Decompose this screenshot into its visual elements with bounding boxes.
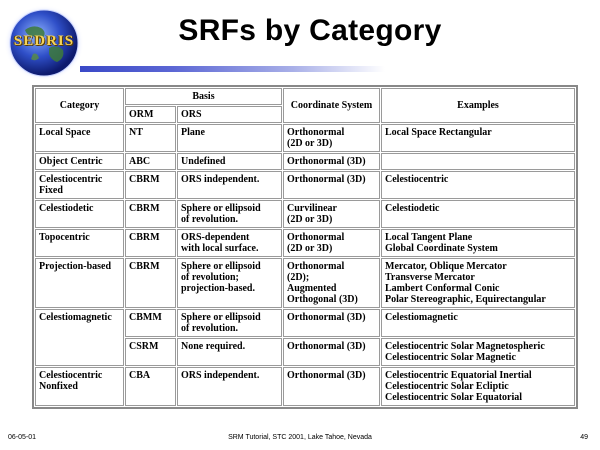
header-basis: Basis — [125, 88, 282, 105]
cell-coordinate-system: Orthonormal (2D); Augmented Orthogonal (3D) — [283, 258, 380, 308]
cell-ors: Sphere or ellipsoid of revolution. — [177, 309, 282, 337]
cell-examples: Local Tangent Plane Global Coordinate System — [381, 229, 575, 257]
cell-orm: CBMM — [125, 309, 176, 337]
cell-category: Projection-based — [35, 258, 124, 308]
header-ors: ORS — [177, 106, 282, 123]
footer-page-number: 49 — [580, 434, 588, 441]
table-row — [35, 367, 575, 406]
cell-examples: Celestiocentric — [381, 171, 575, 199]
header-orm: ORM — [125, 106, 176, 123]
header-category: Category — [35, 88, 124, 123]
table-row — [35, 153, 575, 170]
cell-coordinate-system: Orthonormal (3D) — [283, 171, 380, 199]
table-row — [35, 171, 575, 199]
cell-category: Local Space — [35, 124, 124, 152]
cell-category: Object Centric — [35, 153, 124, 170]
cell-ors: Plane — [177, 124, 282, 152]
cell-coordinate-system: Orthonormal (3D) — [283, 367, 380, 406]
cell-orm: CBRM — [125, 200, 176, 228]
cell-ors: ORS independent. — [177, 171, 282, 199]
table-row — [35, 309, 575, 337]
cell-category: Topocentric — [35, 229, 124, 257]
cell-orm: CSRM — [125, 338, 176, 366]
slide-title: SRFs by Category — [178, 14, 442, 47]
cell-coordinate-system: Orthonormal (2D or 3D) — [283, 124, 380, 152]
cell-orm: CBRM — [125, 171, 176, 199]
cell-ors: Sphere or ellipsoid of revolution. — [177, 200, 282, 228]
cell-orm: ABC — [125, 153, 176, 170]
table-row — [35, 229, 575, 257]
cell-category: Celestiocentric Fixed — [35, 171, 124, 199]
cell-coordinate-system: Orthonormal (3D) — [283, 338, 380, 366]
cell-coordinate-system: Orthonormal (2D or 3D) — [283, 229, 380, 257]
cell-examples: Celestiomagnetic — [381, 309, 575, 337]
logo-text: SEDRIS — [13, 33, 75, 49]
cell-ors: ORS independent. — [177, 367, 282, 406]
footer-event: SRM Tutorial, STC 2001, Lake Tahoe, Nevada — [228, 434, 372, 441]
cell-examples: Celestiocentric Solar Magnetospheric Celestiocentric Solar Magnetic — [381, 338, 575, 366]
cell-coordinate-system: Curvilinear (2D or 3D) — [283, 200, 380, 228]
cell-orm: NT — [125, 124, 176, 152]
sedris-logo — [3, 4, 85, 82]
cell-orm: CBRM — [125, 258, 176, 308]
cell-ors: Sphere or ellipsoid of revolution; projection-based. — [177, 258, 282, 308]
cell-ors: Undefined — [177, 153, 282, 170]
header-row-1 — [35, 88, 575, 105]
cell-orm: CBA — [125, 367, 176, 406]
table-row — [35, 258, 575, 308]
cell-ors: ORS-dependent with local surface. — [177, 229, 282, 257]
cell-orm: CBRM — [125, 229, 176, 257]
srf-category-table — [34, 87, 576, 407]
cell-category: Celestiomagnetic — [35, 309, 124, 366]
cell-examples: Celestiodetic — [381, 200, 575, 228]
table-row — [35, 124, 575, 152]
cell-coordinate-system: Orthonormal (3D) — [283, 153, 380, 170]
cell-ors: None required. — [177, 338, 282, 366]
cell-category: Celestiocentric Nonfixed — [35, 367, 124, 406]
table-row — [35, 200, 575, 228]
cell-examples — [381, 153, 575, 170]
header-examples: Examples — [381, 88, 575, 123]
cell-examples: Mercator, Oblique Mercator Transverse Mercator Lambert Conformal Conic Polar Stereographic, Equirectangular — [381, 258, 575, 308]
srf-table-frame — [32, 85, 578, 409]
cell-coordinate-system: Orthonormal (3D) — [283, 309, 380, 337]
cell-examples: Celestiocentric Equatorial Inertial Celestiocentric Solar Ecliptic Celestiocentric Solar Equatorial — [381, 367, 575, 406]
cell-examples: Local Space Rectangular — [381, 124, 575, 152]
footer-date: 06-05-01 — [8, 434, 37, 441]
cell-category: Celestiodetic — [35, 200, 124, 228]
title-underline-bar — [80, 66, 385, 72]
header-coordinate-system: Coordinate System — [283, 88, 380, 123]
